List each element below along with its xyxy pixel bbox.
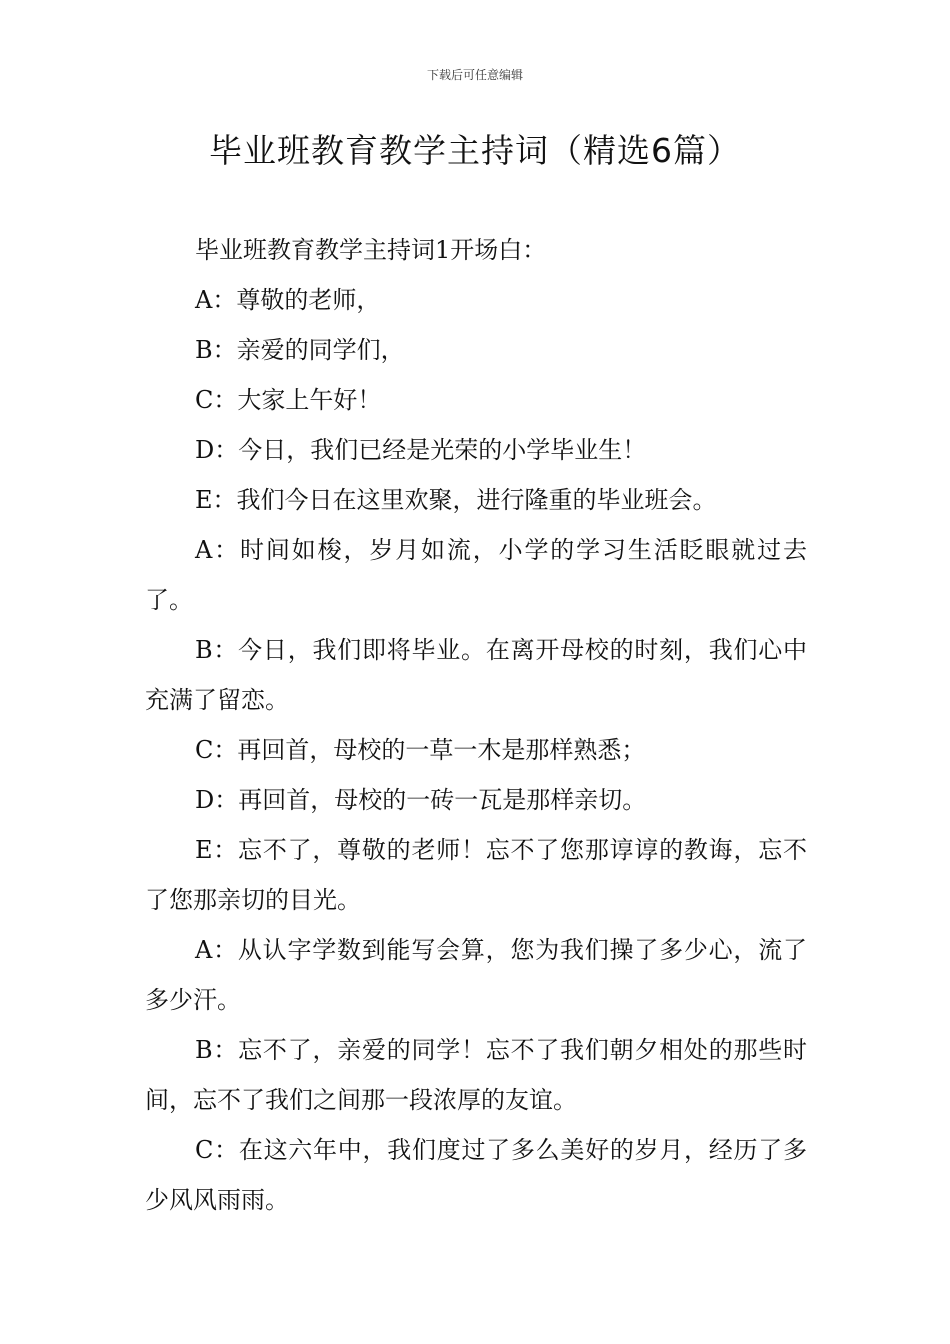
paragraph: A：时间如梭，岁月如流，小学的学习生活眨眼就过去了。 bbox=[145, 536, 807, 614]
paragraph: E：我们今日在这里欢聚，进行隆重的毕业班会。 bbox=[195, 486, 717, 514]
paragraph: B：今日，我们即将毕业。在离开母校的时刻，我们心中充满了留恋。 bbox=[145, 636, 807, 714]
paragraph: 毕业班教育教学主持词1开场白： bbox=[195, 236, 547, 264]
header-note: 下载后可任意编辑 bbox=[426, 68, 523, 82]
paragraph: B：忘不了，亲爱的同学！忘不了我们朝夕相处的那些时间，忘不了我们之间那一段浓厚的友谊。 bbox=[145, 1036, 807, 1114]
document-title: 毕业班教育教学主持词（精选6篇） bbox=[209, 131, 741, 170]
paragraph: E：忘不了，尊敬的老师！忘不了您那谆谆的教诲，忘不了您那亲切的目光。 bbox=[145, 836, 807, 914]
paragraph: D：再回首，母校的一砖一瓦是那样亲切。 bbox=[195, 786, 647, 814]
paragraph: D：今日，我们已经是光荣的小学毕业生！ bbox=[195, 436, 647, 464]
document-body bbox=[145, 225, 807, 1225]
paragraph: A：从认字学数到能写会算，您为我们操了多少心，流了多少汗。 bbox=[145, 936, 807, 1014]
paragraph: C：再回首，母校的一草一木是那样熟悉； bbox=[195, 736, 646, 764]
paragraph: C：在这六年中，我们度过了多么美好的岁月，经历了多少风风雨雨。 bbox=[145, 1136, 807, 1214]
paragraph: C：大家上午好！ bbox=[195, 386, 382, 414]
paragraph: A：尊敬的老师， bbox=[195, 286, 381, 314]
paragraph: B：亲爱的同学们， bbox=[195, 336, 405, 364]
